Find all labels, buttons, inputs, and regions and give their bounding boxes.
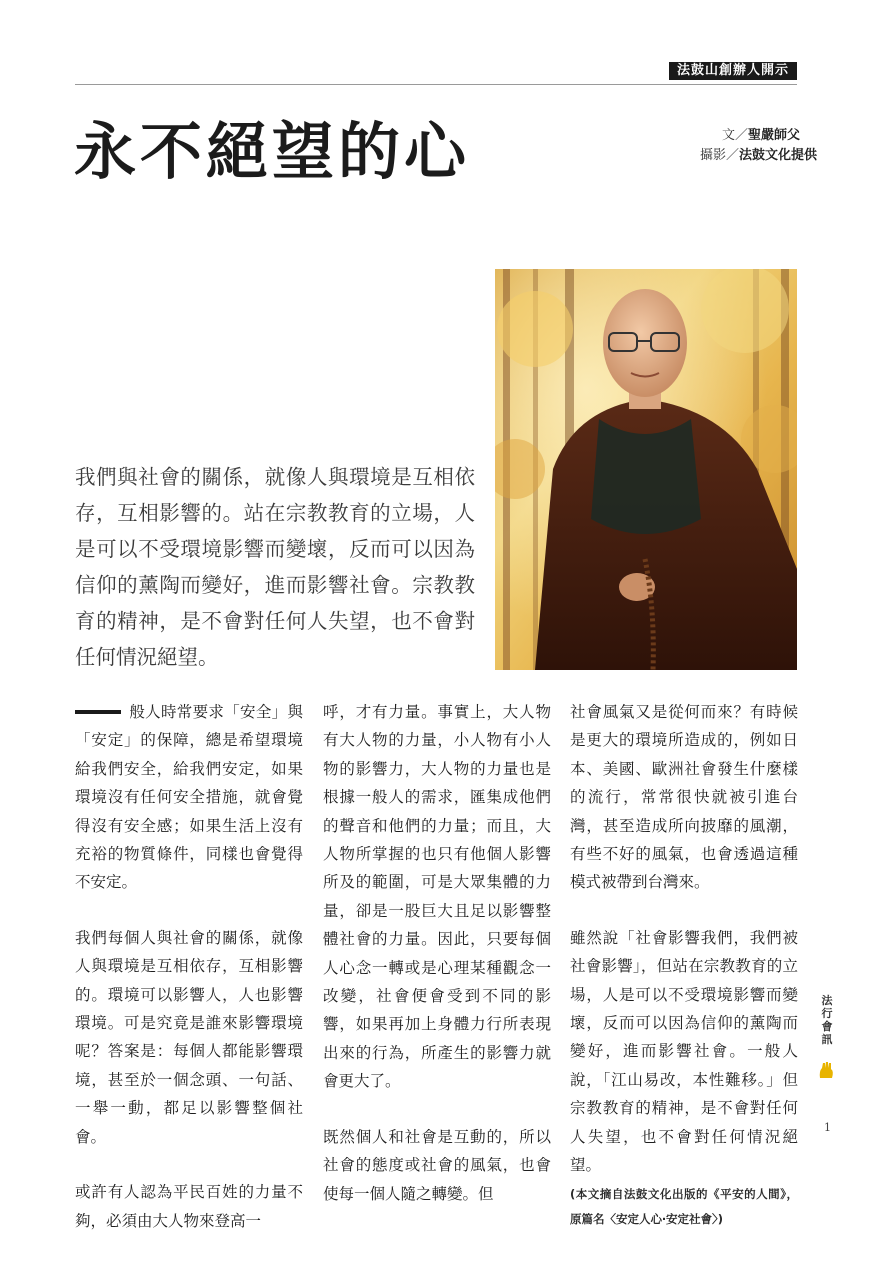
author-name: 聖嚴師父 bbox=[748, 128, 801, 143]
source-note: (本文摘自法鼓文化出版的《平安的人間》，原篇名〈安定人心‧安定社會〉) bbox=[570, 1186, 798, 1226]
body-paragraph: 我們每個人與社會的關係，就像人與環境是互相依存，互相影響的。環境可以影響人，人也影響環境。可是究竟是誰來影響環境呢？答案是：每個人都能影響環境，甚至於一個念頭、一句話、一舉一動，都足以影響整個社會。 bbox=[75, 928, 303, 1146]
page-number: 1 bbox=[824, 1121, 831, 1134]
author-credit bbox=[700, 126, 817, 146]
body-column-3 bbox=[570, 698, 798, 1232]
header-rule bbox=[75, 84, 797, 85]
hand-logo-icon bbox=[818, 1062, 834, 1080]
body-paragraph bbox=[75, 698, 303, 897]
body-paragraph: 呼，才有力量。事實上，大人物有大人物的力量，小人物有小人物的影響力，大人物的力量也是根據一般人的需求，匯集成他們的聲音和他們的力量；而且，大人物所掌握的也只有他個人影響所及的範圍，可是大眾集體的力量，卻是一股巨大且足以影響整體社會的力量。因此，只要每個人心念一轉或是心理某種觀念一改變，社會便會受到不同的影響，如果再加上身體力行所表現出來的行為，所產生的影響力就會更大了。 bbox=[323, 703, 551, 1091]
photo-role: 攝影／ bbox=[700, 148, 740, 163]
author-role: 文／ bbox=[722, 128, 749, 143]
publication-mark: 法行會訊 bbox=[821, 994, 833, 1046]
body-paragraph-text: 般人時常要求「安全」與「安定」的保障，總是希望環境給我們安全，給我們安定，如果環境沒有任何安全措施，就會覺得沒有安全感；如果生活上沒有充裕的物質條件，同樣也會覺得不安定。 bbox=[75, 703, 303, 892]
article-title: 永不絕望的心 bbox=[74, 115, 471, 188]
lead-dash bbox=[75, 710, 121, 714]
body-column-2 bbox=[323, 698, 551, 1208]
body-column-1 bbox=[75, 698, 303, 1235]
portrait-photo bbox=[495, 269, 797, 670]
body-paragraph: 社會風氣又是從何而來？有時候是更大的環境所造成的，例如日本、美國、歐洲社會發生什麼樣的流行，常常很快就被引進台灣，甚至造成所向披靡的風潮，有些不好的風氣，也會透過這種模式被帶到台灣來。 bbox=[570, 703, 798, 892]
body-paragraph: 雖然說「社會影響我們，我們被社會影響」，但站在宗教教育的立場，人是可以不受環境影響而變壞，反而可以因為信仰的薰陶而變好，進而影響社會。一般人說，「江山易改，本性難移。」但宗教教育的精神，是不會對任何人失望，也不會對任何情況絕望。 bbox=[570, 928, 798, 1175]
body-paragraph: 或許有人認為平民百姓的力量不夠，必須由大人物來登高一 bbox=[75, 1183, 303, 1230]
photo-credit bbox=[700, 146, 817, 166]
credits bbox=[700, 126, 817, 166]
intro-paragraph: 我們與社會的關係，就像人與環境是互相依存，互相影響的。站在宗教教育的立場，人是可以不受環境影響而變壞，反而可以因為信仰的薰陶而變好，進而影響社會。宗教教育的精神，是不會對任何人失望，也不會對任何情況絕望。 bbox=[75, 465, 475, 669]
series-tag: 法鼓山創辦人開示 bbox=[669, 62, 797, 80]
body-paragraph: 既然個人和社會是互動的，所以社會的態度或社會的風氣，也會使每一個人隨之轉變。但 bbox=[323, 1127, 551, 1203]
photo-name: 法鼓文化提供 bbox=[739, 148, 818, 163]
